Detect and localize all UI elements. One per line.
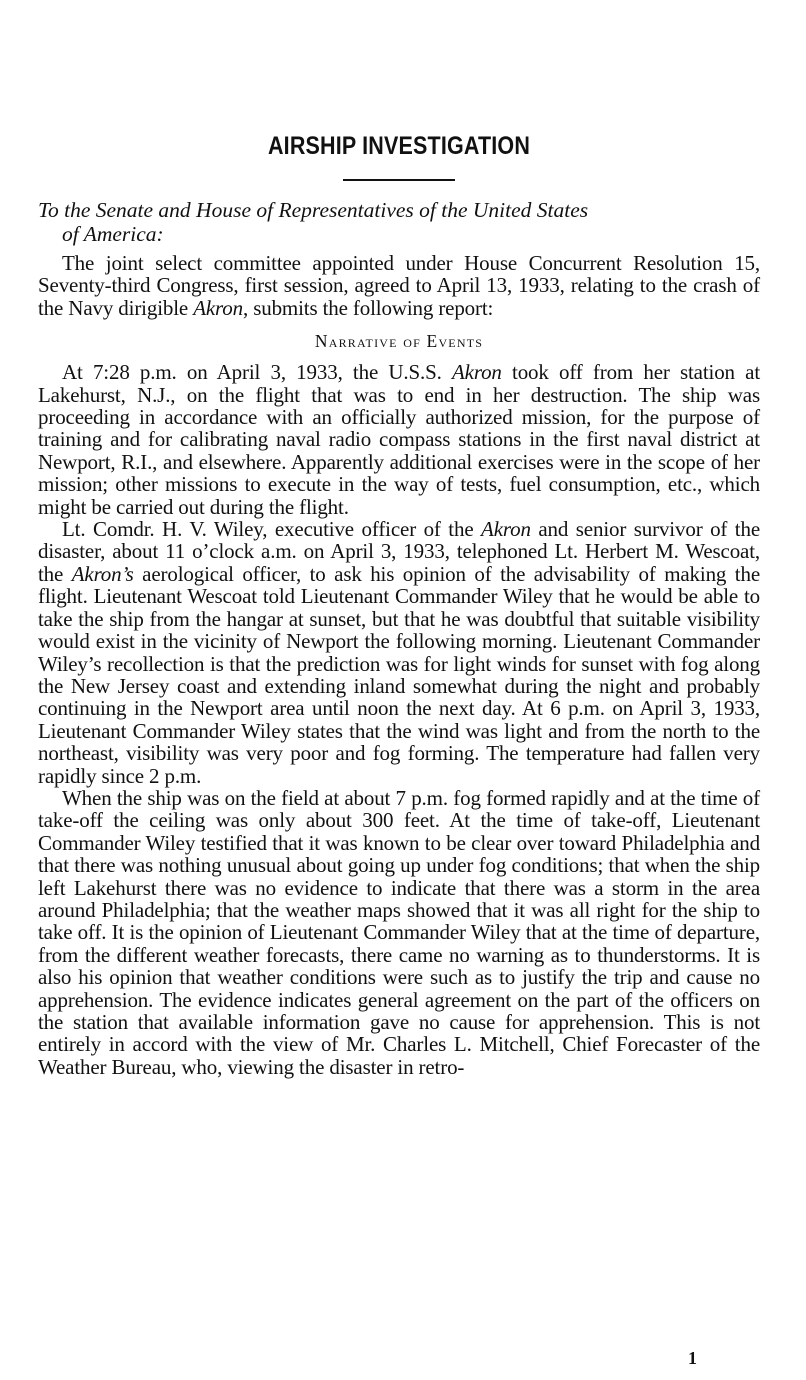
document-title: AIRSHIP INVESTIGATION (267, 132, 531, 160)
report-body (38, 252, 760, 1078)
ship-name: Akron (193, 295, 243, 320)
narrative-paragraph-2 (38, 518, 760, 787)
paragraph-text: Lt. Comdr. H. V. Wiley, executive officer of the (62, 517, 482, 542)
salutation (38, 198, 760, 246)
narrative-paragraph-3: When the ship was on the field at about 7 p.m. fog formed rapidly and at the time of take-off the ceiling was only about 300 feet. At the time of take-off, Lieutenant Commander Wiley testified that it was known to be clear over toward Philadelphia and that there was nothing unusual about going up under fog conditions; that when the ship left Lakehurst there was no evidence to indicate that there was a storm in the area around Philadelphia; that the weather maps showed that it was all right for the ship to take off. It is the opinion of Lieutenant Commander Wiley that at the time of departure, from the different weather forecasts, there came no warning as to thunderstorms. It is also his opinion that weather conditions were such as to justify the trip and cause no apprehension. The evidence indicates general agreement on the part of the officers on the station that available information gave no cause for apprehension. This is not entirely in accord with the view of Mr. Charles L. Mitchell, Chief Forecaster of the Weather Bureau, who, viewing the disaster in retro- (38, 785, 760, 1079)
ship-name: Akron (451, 360, 502, 385)
paragraph-text: At 7:28 p.m. on April 3, 1933, the U.S.S. (62, 360, 452, 385)
paragraph-text: and senior survivor of the disaster, about 11 o’clock a.m. on April 3, 1933, telephoned Lt. Herbert M. Wescoat, the (38, 517, 760, 586)
narrative-paragraph-1 (38, 361, 760, 518)
paragraph-text: took off from her station at Lakehurst, N.J., on the flight that was to end in her destruction. The ship was proceeding in accordance with an officially authorized mission, for the purpose of training and for calibrating naval radio compass stations in the first naval district at Newport, R.I., and elsewhere. Apparently additional exercises were in the scope of her mission; other missions to execute in the way of tests, fuel consumption, etc., which might be carried out during the flight. (38, 360, 760, 519)
salutation-line-2: of America: (62, 222, 164, 246)
document-page (38, 0, 760, 1380)
title-rule (343, 179, 455, 181)
paragraph-text: aerological officer, to ask his opinion of the advisability of making the flight. Lieutenant Wescoat told Lieutenant Commander Wiley that he would be able to take the ship from the hangar at sunset, but that he was doubtful that suitable visibility would exist in the vicinity of Newport the following morning. Lieutenant Commander Wiley’s recollection is that the prediction was for light winds for sunset with fog along the New Jersey coast and extending inland somewhat during the night and probably continuing in the Newport area until noon the next day. At 6 p.m. on April 3, 1933, Lieutenant Commander Wiley states that the wind was light and from the north to the northeast, visibility was very poor and fog forming. The temperature had fallen very rapidly since 2 p.m. (38, 561, 760, 788)
page-number: 1 (688, 1348, 697, 1368)
intro-paragraph (38, 252, 760, 319)
intro-text: The joint select committee appointed under House Concurrent Resolution 15, Seventy-third Congress, first session, agreed to April 13, 1933, relating to the crash of the Navy dirigible (38, 251, 760, 320)
ship-name: Akron’s (71, 561, 134, 586)
intro-text-end: , submits the following report: (243, 295, 494, 320)
section-heading: Narrative of Events (314, 331, 484, 352)
salutation-line-1: To the Senate and House of Representatives of the United States (38, 198, 589, 222)
ship-name: Akron (481, 517, 531, 542)
